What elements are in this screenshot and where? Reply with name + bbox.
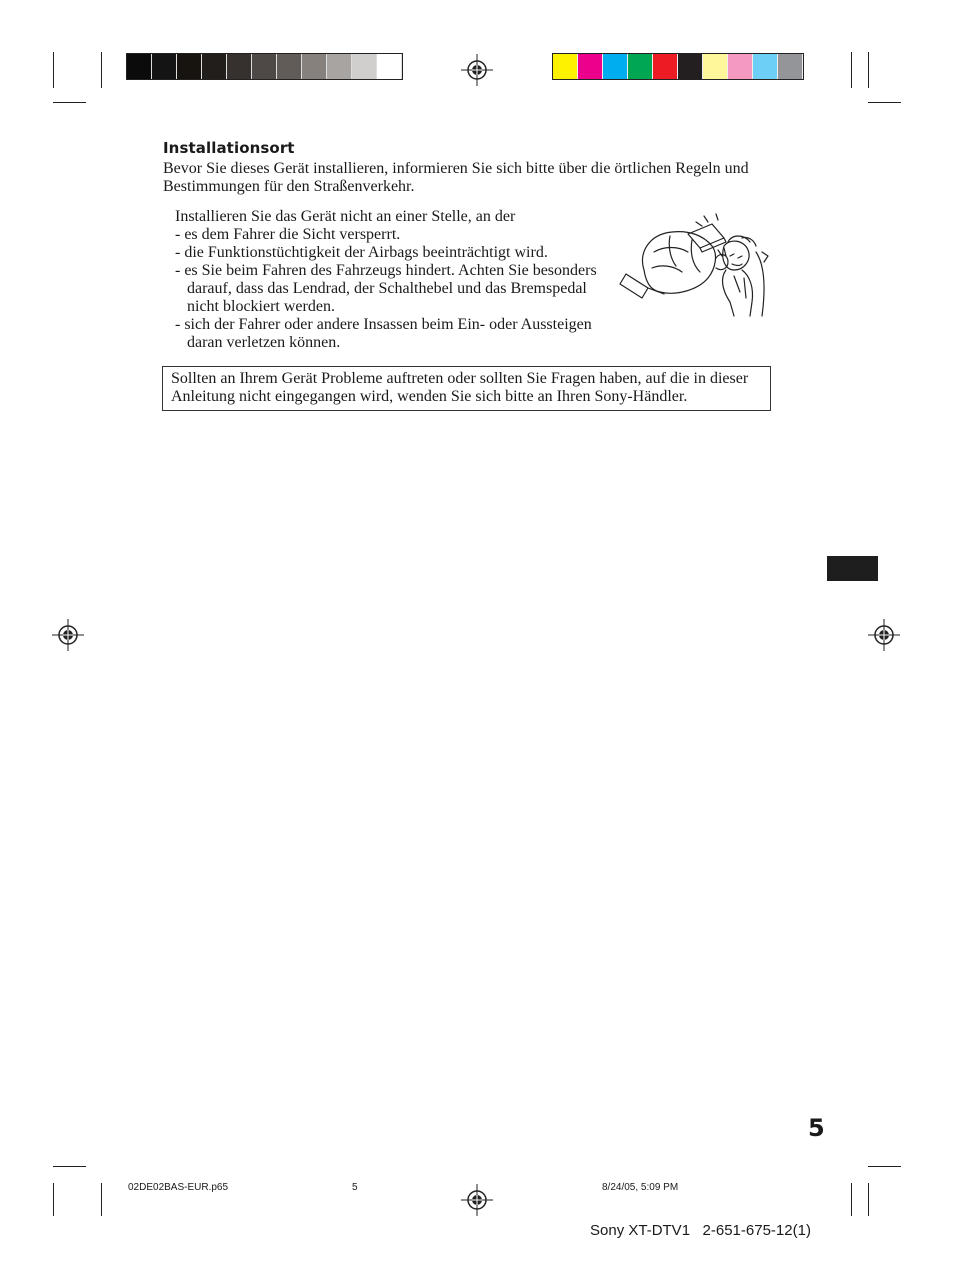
grayscale-calibration-bar [126, 53, 403, 80]
list-intro: Installieren Sie das Gerät nicht an einer Stelle, an der [175, 208, 516, 225]
crop-mark [851, 1183, 852, 1216]
color-swatch [152, 54, 177, 79]
color-swatch [778, 54, 803, 79]
color-swatch [177, 54, 202, 79]
process-color-calibration-bar [552, 53, 804, 80]
color-swatch [277, 54, 302, 79]
crop-mark [851, 52, 852, 88]
section-heading: Installationsort [163, 139, 295, 157]
section-paragraph: Bevor Sie dieses Gerät installieren, informieren Sie sich bitte über die örtlichen Regeln und Bestimmungen für den Straßenverkehr. [163, 160, 749, 195]
list-item: - es dem Fahrer die Sicht versperrt. [175, 226, 401, 243]
list-item: - sich der Fahrer oder andere Insassen beim Ein- oder Aussteigen daran verletzen können. [175, 316, 592, 351]
color-swatch [352, 54, 377, 79]
footer-filename: 02DE02BAS-EUR.p65 [128, 1182, 229, 1193]
color-swatch [728, 54, 753, 79]
footer-datetime: 8/24/05, 5:09 PM [602, 1182, 679, 1193]
color-swatch [603, 54, 628, 79]
footer-page: 5 [352, 1182, 358, 1193]
color-swatch [628, 54, 653, 79]
color-swatch [227, 54, 252, 79]
registration-mark-icon [461, 54, 493, 86]
color-swatch [202, 54, 227, 79]
list-item: - die Funktionstüchtigkeit der Airbags beeinträchtigt wird. [175, 244, 548, 261]
crop-mark [53, 1183, 54, 1216]
language-side-tab [827, 556, 878, 581]
registration-mark-icon [52, 619, 84, 651]
color-swatch [327, 54, 352, 79]
crop-mark [101, 52, 102, 88]
crop-mark [868, 102, 901, 103]
color-swatch [127, 54, 152, 79]
crop-mark [868, 1166, 901, 1167]
page-number: 5 [808, 1114, 825, 1142]
color-swatch [578, 54, 603, 79]
footer-product-code: Sony XT-DTV1 2-651-675-12(1) [590, 1222, 811, 1239]
crop-mark [53, 102, 86, 103]
crop-mark [101, 1183, 102, 1216]
color-swatch [678, 54, 703, 79]
registration-mark-icon [461, 1184, 493, 1216]
color-swatch [703, 54, 728, 79]
crop-mark [868, 52, 869, 88]
color-swatch [553, 54, 578, 79]
crop-mark [868, 1183, 869, 1216]
registration-mark-icon [868, 619, 900, 651]
crop-mark [53, 52, 54, 88]
color-swatch [377, 54, 402, 79]
color-swatch [302, 54, 327, 79]
installation-warning-list [175, 226, 605, 352]
color-swatch [653, 54, 678, 79]
crop-mark [53, 1166, 86, 1167]
support-note-box: Sollten an Ihrem Gerät Probleme auftreten oder sollten Sie Fragen haben, auf die in dieser Anleitung nicht eingegangen wird, wenden Sie sich bitte an Ihren Sony-Händler. [162, 366, 771, 411]
list-item: - es Sie beim Fahren des Fahrzeugs hindert. Achten Sie besonders darauf, dass das Lendrad, der Schalthebel und das Bremspedal nicht blockiert werden. [175, 262, 597, 315]
color-swatch [252, 54, 277, 79]
color-swatch [753, 54, 778, 79]
airbag-driver-illustration [612, 212, 772, 320]
